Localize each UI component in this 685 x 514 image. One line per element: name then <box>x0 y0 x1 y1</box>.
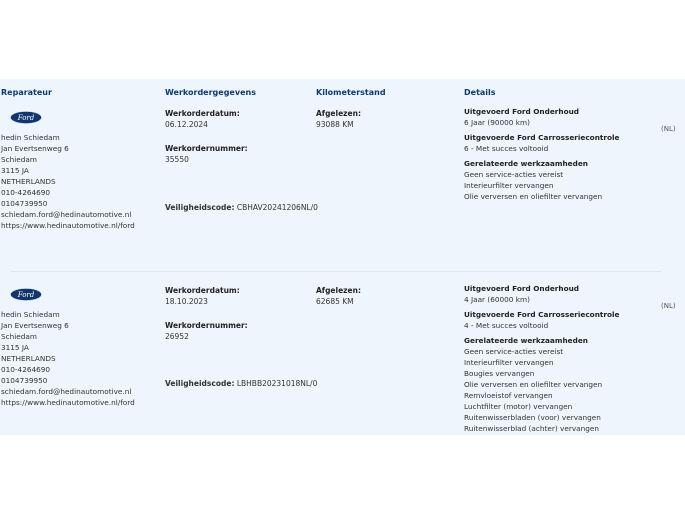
workorder-number-label: Werkordernummer: <box>165 321 248 330</box>
address-line: hedin Schiedam <box>1 310 60 319</box>
address-line: NETHERLANDS <box>1 354 56 363</box>
header-details: Details <box>464 88 496 97</box>
workorder-number: 35550 <box>165 155 189 164</box>
mileage-label: Afgelezen: <box>316 109 361 118</box>
detail-line: Interieurfilter vervangen <box>464 358 554 367</box>
ford-logo-text: Ford <box>17 291 35 299</box>
mileage-label: Afgelezen: <box>316 286 361 295</box>
header-mileage: Kilometerstand <box>316 88 386 97</box>
address-line: Schiedam <box>1 332 37 341</box>
detail-text: 4 - Met succes voltooid <box>464 321 549 330</box>
address-line: 010-4264690 <box>1 188 51 197</box>
security-code-value: LBHBB20231018NL/0 <box>236 379 318 388</box>
detail-line: Remvloeistof vervangen <box>464 391 553 400</box>
workorder-date-label: Werkorderdatum: <box>165 286 240 295</box>
mileage-value: 62685 KM <box>316 297 354 306</box>
address-line: 3115 JA <box>1 166 29 175</box>
detail-line: Interieurfilter vervangen <box>464 181 554 190</box>
ford-logo <box>10 111 42 124</box>
language-tag: (NL) <box>661 302 676 310</box>
address-line: Jan Evertsenweg 6 <box>1 321 69 330</box>
address-line: Schiedam <box>1 155 37 164</box>
detail-title: Uitgevoerde Ford Carrosseriecontrole <box>464 310 620 319</box>
workorder-date: 06.12.2024 <box>165 120 208 129</box>
details-list <box>464 106 619 202</box>
workorder-number-label: Werkordernummer: <box>165 144 248 153</box>
security-code <box>165 203 318 212</box>
detail-title: Uitgevoerd Ford Onderhoud <box>464 107 580 116</box>
details-list <box>464 283 619 434</box>
address-line: 3115 JA <box>1 343 29 352</box>
detail-text: 6 - Met succes voltooid <box>464 144 549 153</box>
email-line: schiedam.ford@hedinautomotive.nl <box>1 387 132 396</box>
ford-logo-text: Ford <box>17 114 35 122</box>
ford-logo <box>10 288 42 301</box>
detail-title: Gerelateerde werkzaamheden <box>464 336 588 345</box>
website-line: https://www.hedinautomotive.nl/ford <box>1 221 135 230</box>
address-line: 0104739950 <box>1 199 48 208</box>
address-line: Jan Evertsenweg 6 <box>1 144 69 153</box>
detail-title: Gerelateerde werkzaamheden <box>464 159 588 168</box>
detail-line: Geen service-acties vereist <box>464 170 564 179</box>
detail-text: 6 Jaar (90000 km) <box>464 118 530 127</box>
security-code-label: Veiligheidscode: <box>165 379 235 388</box>
detail-line: Ruitenwisserbladen (voor) vervangen <box>464 413 601 422</box>
workorder-number: 26952 <box>165 332 189 341</box>
header-workorder: Werkordergegevens <box>165 88 256 97</box>
workorder-date-label: Werkorderdatum: <box>165 109 240 118</box>
address-line: hedin Schiedam <box>1 133 60 142</box>
address-line: 0104739950 <box>1 376 48 385</box>
detail-line: Olie verversen en oliefilter vervangen <box>464 192 603 201</box>
repairer-address <box>1 309 135 408</box>
address-line: 010-4264690 <box>1 365 51 374</box>
email-line: schiedam.ford@hedinautomotive.nl <box>1 210 132 219</box>
detail-title: Uitgevoerd Ford Onderhoud <box>464 284 580 293</box>
mileage-value: 93088 KM <box>316 120 354 129</box>
security-code-value: CBHAV20241206NL/0 <box>236 203 318 212</box>
detail-line: Bougies vervangen <box>464 369 535 378</box>
repairer-address <box>1 132 135 231</box>
language-tag: (NL) <box>661 125 676 133</box>
record-divider <box>10 271 662 272</box>
header-repairer: Reparateur <box>1 88 52 97</box>
workorder-date: 18.10.2023 <box>165 297 208 306</box>
detail-text: 4 Jaar (60000 km) <box>464 295 530 304</box>
detail-line: Olie verversen en oliefilter vervangen <box>464 380 603 389</box>
security-code <box>165 379 317 388</box>
website-line: https://www.hedinautomotive.nl/ford <box>1 398 135 407</box>
detail-title: Uitgevoerde Ford Carrosseriecontrole <box>464 133 620 142</box>
detail-line: Geen service-acties vereist <box>464 347 564 356</box>
detail-line: Ruitenwisserblad (achter) vervangen <box>464 424 599 433</box>
security-code-label: Veiligheidscode: <box>165 203 235 212</box>
address-line: NETHERLANDS <box>1 177 56 186</box>
detail-line: Luchtfilter (motor) vervangen <box>464 402 573 411</box>
